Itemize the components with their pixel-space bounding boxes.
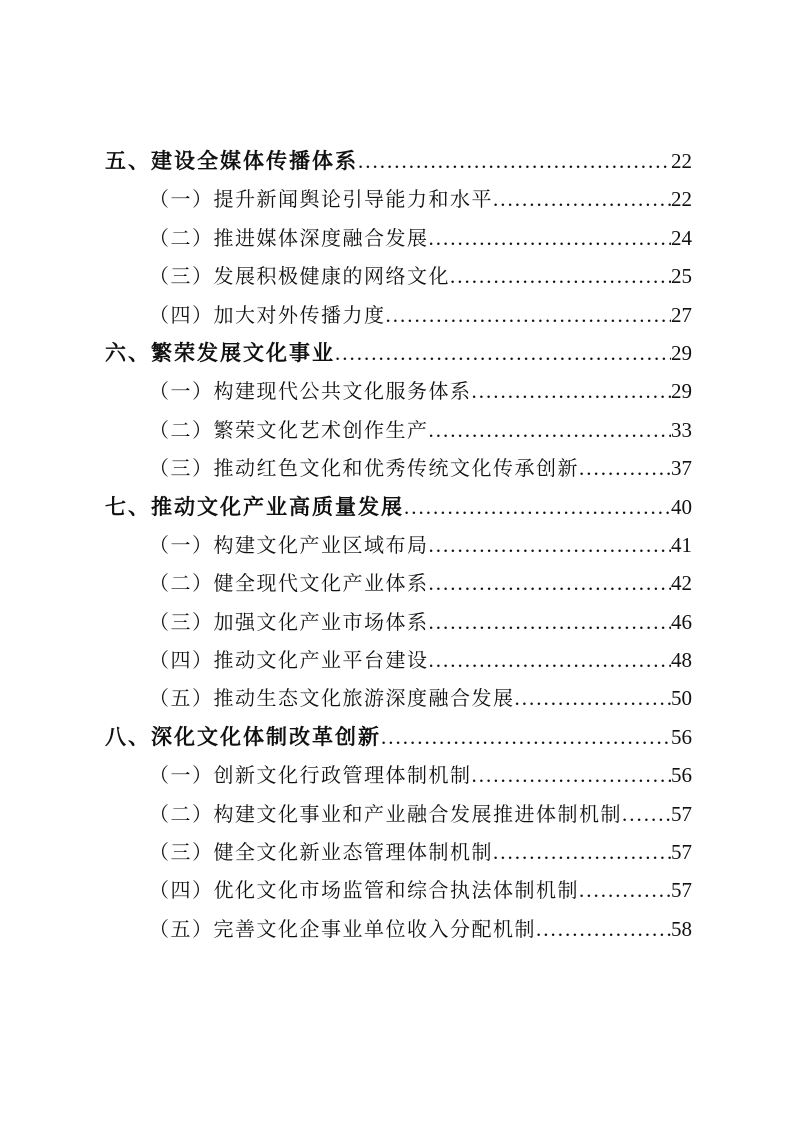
toc-sub-row	[105, 603, 692, 641]
toc-dot-leader	[429, 564, 672, 602]
toc-dot-leader	[429, 603, 672, 641]
toc-sub-row	[105, 257, 692, 295]
toc-dot-leader	[472, 756, 672, 794]
toc-page-number: 40	[671, 494, 692, 519]
toc-entry-title: （一）构建现代公共文化服务体系	[149, 381, 472, 404]
toc-dot-leader	[622, 795, 671, 833]
toc-sub-row	[105, 679, 692, 717]
toc-dot-leader	[579, 871, 671, 909]
toc-entry-title: （四）优化文化市场监管和综合执法体制机制	[149, 880, 579, 903]
toc-page-number: 24	[671, 225, 692, 250]
toc-dot-leader	[381, 718, 671, 756]
toc-sub-row	[105, 526, 692, 564]
toc-page-number: 33	[671, 417, 692, 442]
toc-page-number: 57	[671, 840, 692, 865]
toc-dot-leader	[515, 679, 672, 717]
toc-dot-leader	[429, 641, 672, 679]
toc-chapter-row	[105, 488, 692, 526]
toc-page-number: 27	[671, 302, 692, 327]
toc-entry-title: （一）提升新闻舆论引导能力和水平	[149, 189, 493, 212]
toc-page-number: 48	[671, 648, 692, 673]
toc-dot-leader	[450, 257, 671, 295]
toc-dot-leader	[335, 334, 671, 372]
toc-entry-title: （五）完善文化企事业单位收入分配机制	[149, 918, 536, 941]
toc-entry-title: （三）推动红色文化和优秀传统文化传承创新	[149, 458, 579, 481]
toc-dot-leader	[429, 219, 672, 257]
toc-sub-row	[105, 296, 692, 334]
toc-page-number: 57	[671, 801, 692, 826]
toc-chapter-row	[105, 718, 692, 756]
toc-page-number: 22	[671, 149, 692, 173]
toc-sub-row	[105, 372, 692, 410]
toc-dot-leader	[579, 449, 671, 487]
toc-sub-row	[105, 411, 692, 449]
toc-dot-leader	[472, 372, 672, 410]
toc-entry-title: （二）推进媒体深度融合发展	[149, 227, 429, 250]
toc-entry-title: （四）推动文化产业平台建设	[149, 650, 429, 673]
toc-page-number: 25	[671, 264, 692, 289]
toc-entry-title: （二）构建文化事业和产业融合发展推进体制机制	[149, 803, 622, 826]
toc-page-number: 56	[671, 763, 692, 788]
toc-page-number: 58	[671, 916, 692, 941]
toc-page-number: 37	[671, 456, 692, 481]
toc-entry-title: （三）发展积极健康的网络文化	[149, 266, 450, 289]
toc-page-number: 41	[671, 532, 692, 557]
toc-dot-leader	[386, 296, 672, 334]
toc-page-number: 56	[671, 724, 692, 749]
toc-sub-row	[105, 910, 692, 948]
toc-sub-row	[105, 219, 692, 257]
toc-entry-title: （四）加大对外传播力度	[149, 304, 386, 327]
toc-page-number: 29	[671, 379, 692, 404]
toc-entry-title: 八、深化文化体制改革创新	[105, 725, 381, 749]
toc-dot-leader	[429, 526, 672, 564]
toc-dot-leader	[404, 488, 671, 526]
toc-sub-row	[105, 564, 692, 602]
toc-sub-row	[105, 449, 692, 487]
toc-entry-title: （二）健全现代文化产业体系	[149, 573, 429, 596]
toc-entry-title: （三）健全文化新业态管理体制机制	[149, 842, 493, 865]
toc-dot-leader	[493, 833, 671, 871]
table-of-contents	[105, 142, 692, 948]
toc-page-number: 42	[671, 571, 692, 596]
toc-page-number: 46	[671, 609, 692, 634]
toc-page-number: 50	[671, 686, 692, 711]
toc-entry-title: （一）构建文化产业区域布局	[149, 534, 429, 557]
toc-entry-title: （五）推动生态文化旅游深度融合发展	[149, 688, 515, 711]
toc-dot-leader	[493, 180, 671, 218]
toc-page-number: 57	[671, 878, 692, 903]
toc-sub-row	[105, 871, 692, 909]
toc-entry-title: 七、推动文化产业高质量发展	[105, 495, 404, 519]
toc-sub-row	[105, 641, 692, 679]
toc-entry-title: 五、建设全媒体传播体系	[105, 150, 358, 173]
toc-chapter-row	[105, 334, 692, 372]
toc-dot-leader	[429, 411, 672, 449]
toc-entry-title: （一）创新文化行政管理体制机制	[149, 765, 472, 788]
toc-dot-leader	[358, 142, 671, 180]
toc-sub-row	[105, 756, 692, 794]
toc-dot-leader	[536, 910, 671, 948]
toc-sub-row	[105, 180, 692, 218]
toc-entry-title: （二）繁荣文化艺术创作生产	[149, 419, 429, 442]
toc-chapter-row	[105, 142, 692, 180]
toc-sub-row	[105, 795, 692, 833]
toc-entry-title: （三）加强文化产业市场体系	[149, 611, 429, 634]
toc-sub-row	[105, 833, 692, 871]
toc-entry-title: 六、繁荣发展文化事业	[105, 341, 335, 365]
toc-page-number: 22	[671, 187, 692, 212]
toc-page-number: 29	[671, 340, 692, 365]
